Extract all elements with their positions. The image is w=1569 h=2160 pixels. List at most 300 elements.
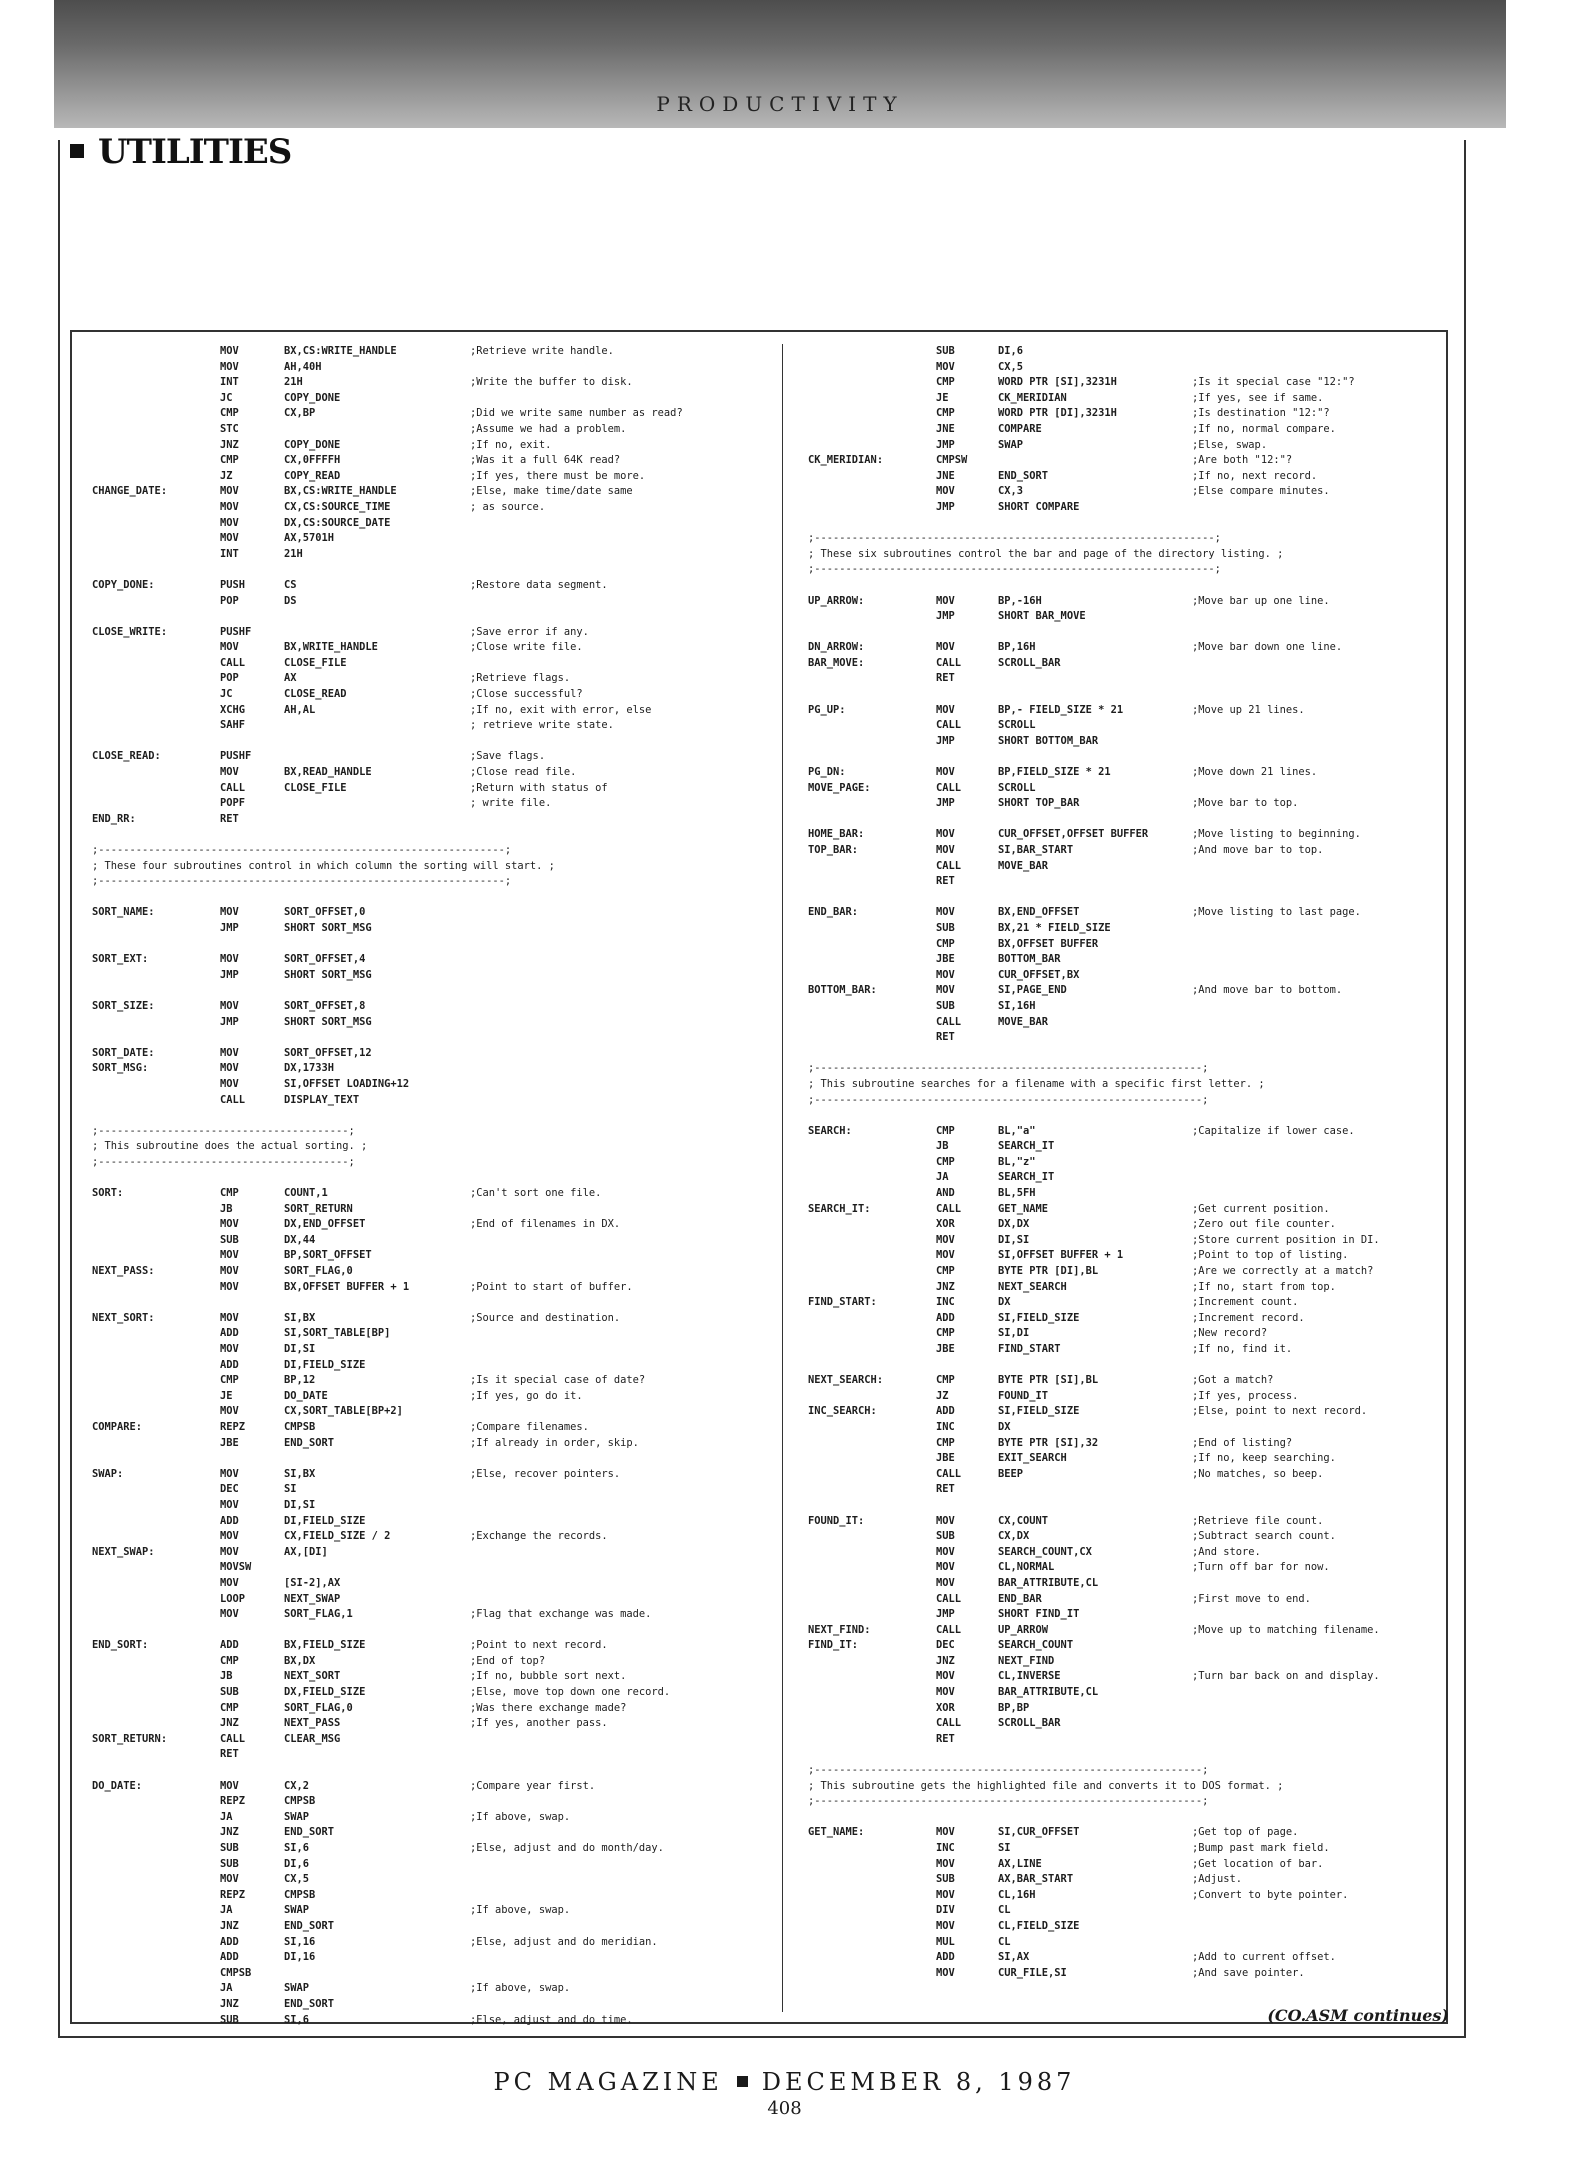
code-operand: SI,CUR_OFFSET	[998, 1826, 1080, 1839]
code-line	[92, 422, 772, 438]
code-line	[92, 1311, 772, 1327]
code-line	[92, 1233, 772, 1249]
code-line	[808, 500, 1458, 516]
code-opcode: JC	[220, 688, 233, 701]
code-opcode: JMP	[220, 1015, 239, 1028]
code-line	[808, 1217, 1458, 1233]
code-opcode: MOV	[220, 641, 239, 654]
code-operand: SI	[998, 1842, 1011, 1854]
page-title-text: UTILITIES	[98, 132, 292, 172]
code-operand: BX,21 * FIELD_SIZE	[998, 921, 1111, 934]
code-comment: ;If no, exit.	[470, 438, 552, 451]
code-comment: ;And save pointer.	[1192, 1966, 1305, 1979]
code-opcode: MOV	[220, 1608, 239, 1621]
code-comment: ;Move up 21 lines.	[1192, 703, 1305, 716]
code-line	[808, 812, 1458, 828]
code-line	[92, 983, 772, 999]
code-opcode: RET	[936, 1031, 955, 1044]
code-comment: ;If no, find it.	[1192, 1343, 1293, 1355]
code-operand: DI,FIELD_SIZE	[284, 1358, 366, 1371]
comment-box-line: ;----------------------------------------------------------------;	[808, 563, 1221, 576]
code-opcode: MOV	[936, 1545, 955, 1558]
code-line	[808, 827, 1458, 843]
code-opcode: AND	[936, 1187, 955, 1200]
code-line	[808, 1779, 1458, 1795]
code-line	[92, 1701, 772, 1717]
code-label: BAR_MOVE:	[808, 656, 865, 669]
code-opcode: RET	[936, 1483, 955, 1496]
code-line	[92, 1202, 772, 1218]
code-line	[92, 1420, 772, 1436]
code-line	[92, 1295, 772, 1311]
code-line	[808, 469, 1458, 485]
code-operand: SEARCH_COUNT	[998, 1639, 1074, 1652]
code-comment: ;Was it a full 64K read?	[470, 454, 621, 467]
code-operand: SHORT SORT_MSG	[284, 1015, 372, 1028]
code-line	[92, 1576, 772, 1592]
code-operand: SHORT BAR_MOVE	[998, 610, 1086, 623]
code-opcode: MOV	[936, 1249, 955, 1262]
code-opcode: RET	[220, 1748, 239, 1761]
code-opcode: JBE	[220, 1436, 239, 1449]
code-line	[808, 1763, 1458, 1779]
code-label: SORT:	[92, 1187, 124, 1200]
code-comment: ;If yes, there must be more.	[470, 469, 646, 482]
code-operand: BAR_ATTRIBUTE,CL	[998, 1576, 1099, 1589]
code-operand: CLOSE_READ	[284, 688, 347, 701]
code-line	[92, 1763, 772, 1779]
code-operand: AX,[DI]	[284, 1545, 328, 1558]
code-comment: ;Move bar down one line.	[1192, 641, 1343, 654]
code-operand: CLEAR_MSG	[284, 1732, 341, 1745]
code-comment: ;If no, start from top.	[1192, 1280, 1336, 1293]
code-operand: CK_MERIDIAN	[998, 391, 1067, 404]
code-operand: SEARCH_IT	[998, 1171, 1055, 1184]
code-operand: SORT_OFFSET,4	[284, 953, 366, 966]
comment-box-line: ;-----------------------------------------------------------------;	[92, 844, 512, 856]
code-opcode: MOV	[936, 984, 955, 997]
code-operand: SI,FIELD_SIZE	[998, 1311, 1080, 1324]
code-opcode: JNZ	[220, 1919, 239, 1932]
code-comment: ;Retrieve write handle.	[470, 345, 614, 357]
code-opcode: RET	[220, 812, 239, 825]
code-line	[92, 1825, 772, 1841]
code-opcode: JNZ	[220, 1826, 239, 1839]
code-line	[92, 516, 772, 532]
code-comment: ;Store current position in DI.	[1192, 1233, 1380, 1246]
code-operand: SI,6	[284, 1842, 310, 1854]
code-line	[808, 594, 1458, 610]
code-opcode: JNZ	[220, 438, 239, 451]
code-line	[92, 1747, 772, 1763]
code-opcode: SUB	[220, 1842, 239, 1854]
code-comment: ;Move down 21 lines.	[1192, 766, 1318, 779]
code-operand: SI,AX	[998, 1951, 1030, 1964]
code-opcode: JMP	[220, 921, 239, 934]
code-opcode: CALL	[936, 1467, 962, 1480]
code-opcode: JNE	[936, 422, 955, 435]
code-comment: ;And move bar to bottom.	[1192, 984, 1343, 997]
code-operand: END_SORT	[998, 469, 1049, 482]
code-line	[92, 406, 772, 422]
code-line	[808, 796, 1458, 812]
code-line	[808, 547, 1458, 563]
code-opcode: MOV	[220, 360, 239, 373]
code-line	[808, 1545, 1458, 1561]
code-operand: DI,6	[284, 1857, 310, 1870]
code-line	[808, 1311, 1458, 1327]
code-operand: 21H	[284, 376, 303, 389]
code-line	[92, 1108, 772, 1124]
code-operand: BX,READ_HANDLE	[284, 766, 372, 779]
code-line	[92, 1482, 772, 1498]
code-comment: ;Move bar up one line.	[1192, 594, 1330, 607]
code-line	[808, 734, 1458, 750]
code-operand: SI,PAGE_END	[998, 984, 1067, 997]
code-opcode: MOV	[936, 485, 955, 498]
code-opcode: MOV	[220, 906, 239, 919]
code-line	[808, 999, 1458, 1015]
code-operand: SHORT TOP_BAR	[998, 797, 1080, 810]
code-opcode: MOV	[936, 1561, 955, 1574]
code-operand: BOTTOM_BAR	[998, 953, 1061, 966]
code-operand: SHORT BOTTOM_BAR	[998, 734, 1099, 747]
code-opcode: MOV	[220, 532, 239, 545]
code-opcode: JBE	[936, 953, 955, 966]
code-line	[92, 843, 772, 859]
code-line	[808, 1420, 1458, 1436]
code-opcode: JMP	[220, 968, 239, 981]
code-line	[808, 1358, 1458, 1374]
code-operand: AX,LINE	[998, 1857, 1042, 1870]
code-line	[92, 796, 772, 812]
code-opcode: DEC	[220, 1483, 239, 1496]
code-line	[92, 859, 772, 875]
code-comment: ;Close write file.	[470, 641, 583, 654]
code-opcode: JA	[220, 1810, 233, 1823]
code-opcode: PUSHF	[220, 625, 252, 638]
code-comment: ;If yes, go do it.	[470, 1389, 583, 1402]
comment-box-line: ;--------------------------------------------------------------;	[808, 1764, 1209, 1777]
code-operand: SWAP	[284, 1904, 310, 1917]
code-line	[808, 1451, 1458, 1467]
code-line	[92, 937, 772, 953]
code-operand: DI,16	[284, 1951, 316, 1964]
code-opcode: MOV	[220, 766, 239, 779]
footer-date: DECEMBER 8, 1987	[761, 2068, 1076, 2096]
code-line	[92, 656, 772, 672]
code-operand: NEXT_SWAP	[284, 1592, 341, 1605]
code-line	[92, 968, 772, 984]
code-opcode: POPF	[220, 797, 246, 810]
code-line	[808, 1810, 1458, 1826]
code-operand: SI,BX	[284, 1311, 316, 1324]
code-comment: ;End of top?	[470, 1654, 546, 1667]
code-line	[92, 905, 772, 921]
code-line	[808, 1186, 1458, 1202]
code-line	[92, 687, 772, 703]
code-comment: ;If above, swap.	[470, 1982, 571, 1995]
code-label: CLOSE_READ:	[92, 750, 161, 763]
code-comment: ;Retrieve flags.	[470, 672, 571, 685]
code-line	[92, 1264, 772, 1280]
code-opcode: JA	[220, 1982, 233, 1995]
code-label: NEXT_SORT:	[92, 1311, 155, 1324]
code-label: DO_DATE:	[92, 1779, 143, 1792]
code-label: NEXT_PASS:	[92, 1265, 155, 1278]
code-comment: ;Source and destination.	[470, 1311, 621, 1324]
code-opcode: SUB	[936, 345, 955, 357]
code-opcode: MOV	[936, 1686, 955, 1699]
code-line	[808, 968, 1458, 984]
code-line	[808, 1170, 1458, 1186]
code-operand: WORD PTR [DI],3231H	[998, 407, 1117, 420]
code-line	[92, 391, 772, 407]
code-operand: CL,FIELD_SIZE	[998, 1919, 1080, 1932]
code-comment: ;Else, make time/date same	[470, 485, 633, 498]
code-opcode: JMP	[936, 734, 955, 747]
code-line	[808, 1888, 1458, 1904]
code-opcode: MOV	[220, 500, 239, 513]
comment-box-line: ; This subroutine searches for a filename with a specific first letter. ;	[808, 1077, 1265, 1090]
code-label: END_RR:	[92, 812, 136, 825]
code-line	[808, 1498, 1458, 1514]
code-operand: DS	[284, 594, 297, 607]
code-opcode: MOV	[220, 1062, 239, 1075]
code-comment: ; as source.	[470, 500, 546, 513]
bullet-square-icon	[70, 144, 84, 158]
code-line	[92, 1124, 772, 1140]
code-comment: ; retrieve write state.	[470, 719, 614, 732]
code-line	[92, 1046, 772, 1062]
code-operand: AH,AL	[284, 703, 316, 716]
code-label: FOUND_IT:	[808, 1514, 865, 1527]
code-opcode: ADD	[936, 1311, 955, 1324]
code-line	[92, 1810, 772, 1826]
code-operand: DX,44	[284, 1233, 316, 1246]
code-comment: ;Increment count.	[1192, 1296, 1299, 1309]
code-comment: ;If yes, see if same.	[1192, 391, 1324, 404]
code-line	[92, 1061, 772, 1077]
code-line	[92, 1077, 772, 1093]
code-operand: BL,"z"	[998, 1155, 1036, 1168]
code-line	[808, 1061, 1458, 1077]
code-operand: CMPSB	[284, 1795, 316, 1808]
code-comment: ;Return with status of	[470, 781, 608, 794]
code-operand: SEARCH_COUNT,CX	[998, 1545, 1092, 1558]
code-line	[92, 1903, 772, 1919]
code-operand: CL,16H	[998, 1888, 1036, 1901]
code-opcode: JB	[220, 1670, 233, 1683]
code-operand: COMPARE	[998, 422, 1042, 435]
code-operand: DI,SI	[284, 1498, 316, 1511]
code-line	[92, 360, 772, 376]
code-line	[92, 1888, 772, 1904]
code-comment: ;Get current position.	[1192, 1202, 1330, 1215]
code-line	[808, 1404, 1458, 1420]
code-line	[808, 1638, 1458, 1654]
code-operand: BX,FIELD_SIZE	[284, 1639, 366, 1652]
code-line	[808, 438, 1458, 454]
code-opcode: MOV	[220, 1779, 239, 1792]
code-opcode: MOV	[936, 703, 955, 716]
code-comment: ;End of filenames in DX.	[470, 1218, 621, 1231]
code-comment: ;Save flags.	[470, 750, 546, 763]
code-line	[92, 1685, 772, 1701]
code-comment: ;Else, swap.	[1192, 438, 1268, 451]
code-opcode: MOV	[936, 968, 955, 981]
code-label: SORT_RETURN:	[92, 1732, 168, 1745]
code-operand: CLOSE_FILE	[284, 781, 347, 794]
code-operand: SI,BX	[284, 1467, 316, 1480]
code-comment: ;Bump past mark field.	[1192, 1842, 1330, 1854]
code-operand: CX,2	[284, 1779, 310, 1792]
comment-box-line: ;----------------------------------------------------------------;	[808, 532, 1221, 545]
code-comment: ;Did we write same number as read?	[470, 407, 683, 420]
code-comment: ;Is it special case of date?	[470, 1374, 646, 1387]
code-line	[808, 1623, 1458, 1639]
code-operand: CX,CS:SOURCE_TIME	[284, 500, 391, 513]
code-comment: ;If already in order, skip.	[470, 1436, 639, 1449]
code-line	[92, 1498, 772, 1514]
code-opcode: SUB	[936, 999, 955, 1012]
code-opcode: JA	[220, 1904, 233, 1917]
code-line	[808, 1919, 1458, 1935]
code-operand: DO_DATE	[284, 1389, 328, 1402]
code-line	[92, 1857, 772, 1873]
code-line	[808, 1373, 1458, 1389]
code-line	[808, 1046, 1458, 1062]
code-operand: SORT_RETURN	[284, 1202, 353, 1215]
code-comment: ;Save error if any.	[470, 625, 589, 638]
code-opcode: MOV	[220, 999, 239, 1012]
code-operand: SHORT SORT_MSG	[284, 921, 372, 934]
code-operand: BP,SORT_OFFSET	[284, 1249, 372, 1262]
code-comment: ;Move bar to top.	[1192, 797, 1299, 810]
code-line	[808, 656, 1458, 672]
code-opcode: CALL	[936, 719, 962, 732]
code-line	[808, 1903, 1458, 1919]
code-opcode: MOV	[936, 1826, 955, 1839]
code-comment: ;Else, adjust and do meridian.	[470, 1935, 658, 1948]
code-opcode: ADD	[220, 1358, 239, 1371]
code-label: NEXT_SEARCH:	[808, 1374, 884, 1387]
code-operand: EXIT_SEARCH	[998, 1452, 1067, 1465]
code-comment: ;New record?	[1192, 1327, 1268, 1340]
code-opcode: CALL	[936, 859, 962, 872]
code-operand: NEXT_SEARCH	[998, 1280, 1067, 1293]
code-line	[808, 1342, 1458, 1358]
code-operand: BYTE PTR [DI],BL	[998, 1265, 1099, 1278]
code-line	[808, 375, 1458, 391]
code-operand: DX,DX	[998, 1218, 1030, 1231]
code-opcode: RET	[936, 875, 955, 888]
code-line	[92, 1592, 772, 1608]
code-comment: ;Get location of bar.	[1192, 1857, 1324, 1870]
code-line	[808, 1124, 1458, 1140]
code-line	[808, 484, 1458, 500]
code-line	[92, 469, 772, 485]
code-opcode: CALL	[220, 1732, 246, 1745]
code-operand: SCROLL_BAR	[998, 1717, 1061, 1730]
code-operand: END_SORT	[284, 1997, 335, 2010]
code-line	[92, 609, 772, 625]
code-line	[92, 1217, 772, 1233]
code-opcode: XCHG	[220, 703, 246, 716]
code-opcode: SUB	[220, 1233, 239, 1246]
code-opcode: MOV	[220, 1249, 239, 1262]
code-label: SEARCH:	[808, 1124, 852, 1137]
code-comment: ;Else, move top down one record.	[470, 1686, 671, 1699]
code-comment: ;Turn bar back on and display.	[1192, 1670, 1380, 1683]
code-opcode: CMPSW	[936, 454, 968, 467]
code-opcode: CMP	[220, 407, 239, 420]
code-comment: ;Get top of page.	[1192, 1826, 1299, 1839]
code-operand: SWAP	[284, 1810, 310, 1823]
code-label: CK_MERIDIAN:	[808, 454, 884, 467]
code-line	[808, 1389, 1458, 1405]
code-opcode: MOV	[220, 1265, 239, 1278]
code-comment: ;Close successful?	[470, 688, 583, 701]
section-label: PRODUCTIVITY	[656, 92, 904, 116]
code-line	[92, 1872, 772, 1888]
code-operand: SHORT FIND_IT	[998, 1608, 1080, 1621]
code-operand: AX	[284, 672, 297, 685]
code-line	[92, 531, 772, 547]
code-opcode: MOV	[936, 828, 955, 841]
code-opcode: CMP	[936, 1374, 955, 1387]
code-comment: ;Turn off bar for now.	[1192, 1561, 1330, 1574]
code-opcode: MOV	[936, 1857, 955, 1870]
code-opcode: JNZ	[936, 1280, 955, 1293]
code-line	[92, 781, 772, 797]
code-operand: NEXT_PASS	[284, 1717, 341, 1730]
code-operand: BX,CS:WRITE_HANDLE	[284, 485, 397, 498]
code-line	[808, 1436, 1458, 1452]
code-operand: END_SORT	[284, 1919, 335, 1932]
code-operand: BP,16H	[998, 641, 1036, 654]
code-comment: ;Adjust.	[1192, 1873, 1243, 1886]
code-line	[92, 1280, 772, 1296]
code-line	[92, 1529, 772, 1545]
code-line	[92, 625, 772, 641]
code-opcode: POP	[220, 594, 239, 607]
code-line	[92, 1981, 772, 1997]
comment-box-line: ;--------------------------------------------------------------;	[808, 1093, 1209, 1106]
code-line	[92, 1919, 772, 1935]
code-operand: CX,SORT_TABLE[BP+2]	[284, 1405, 403, 1418]
code-operand: BEEP	[998, 1467, 1024, 1480]
code-comment: ;Subtract search count.	[1192, 1530, 1336, 1543]
code-line	[808, 640, 1458, 656]
code-opcode: CMP	[936, 376, 955, 389]
code-operand: SI,6	[284, 2013, 310, 2026]
code-operand: FIND_START	[998, 1343, 1061, 1355]
code-opcode: CMP	[220, 1374, 239, 1387]
code-operand: DX	[998, 1420, 1011, 1433]
footer-magazine: PC MAGAZINE	[493, 2068, 723, 2096]
code-line	[808, 921, 1458, 937]
code-opcode: JB	[220, 1202, 233, 1215]
code-line	[808, 1514, 1458, 1530]
code-line	[808, 625, 1458, 641]
code-line	[92, 1358, 772, 1374]
code-opcode: CALL	[220, 781, 246, 794]
code-opcode: XOR	[936, 1701, 955, 1714]
code-line	[808, 1857, 1458, 1873]
code-line	[808, 1592, 1458, 1608]
code-comment: ;Add to current offset.	[1192, 1951, 1336, 1964]
